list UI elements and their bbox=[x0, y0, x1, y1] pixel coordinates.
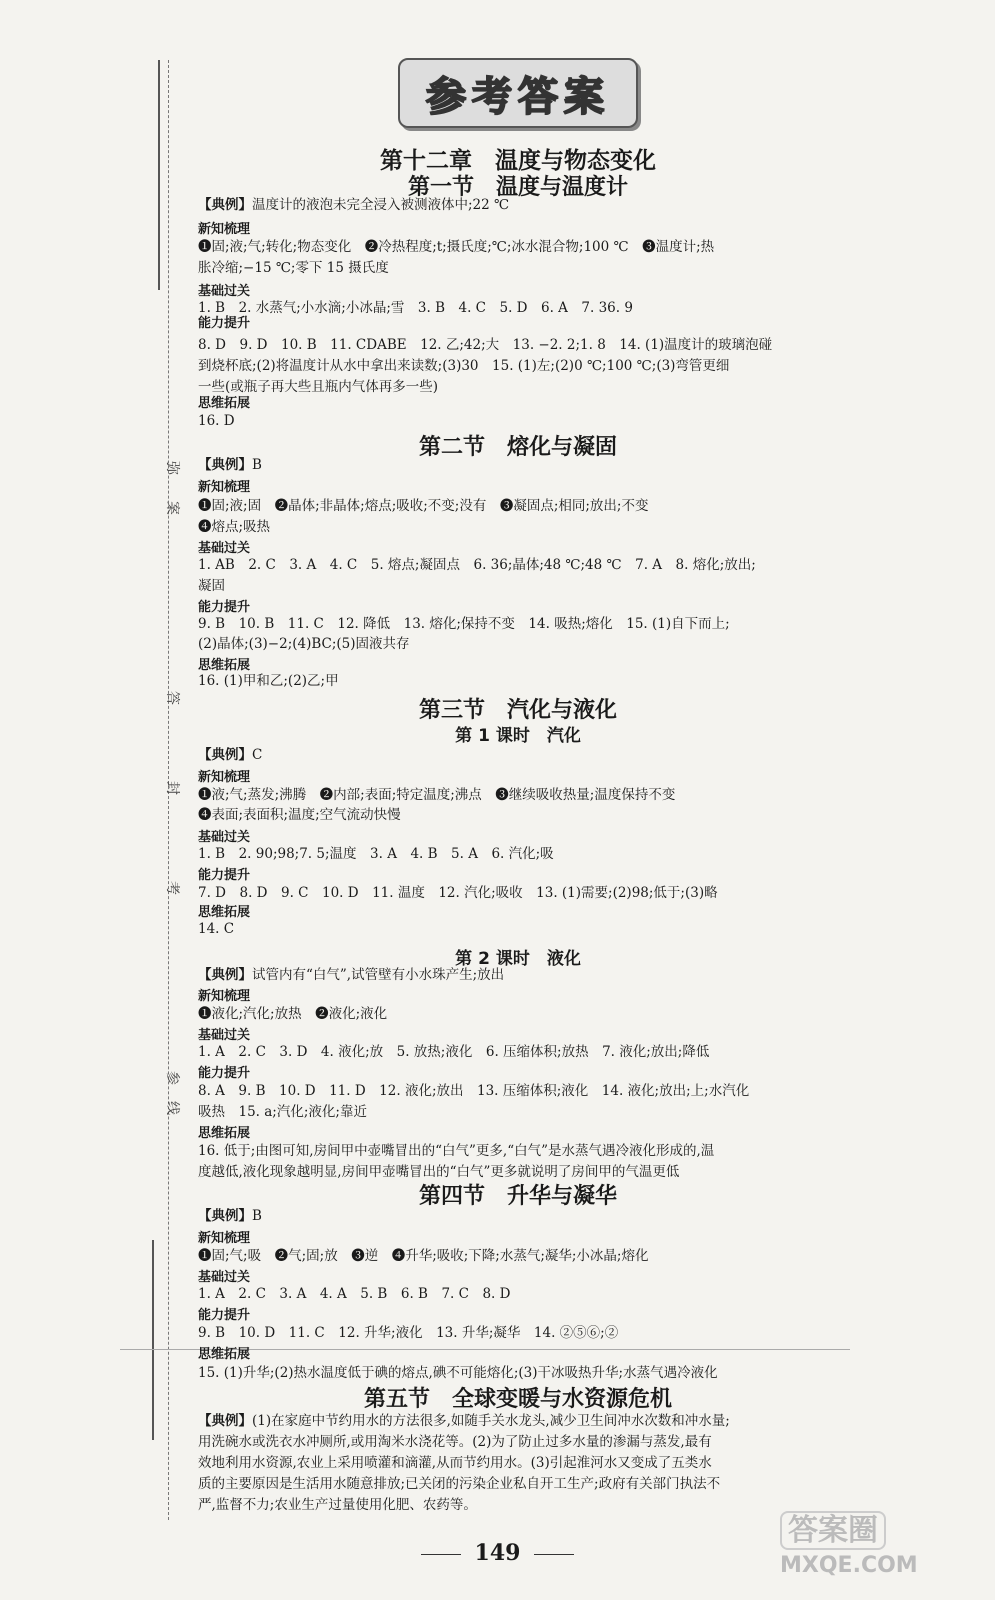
lesson-title: 第 1 课时 汽化 bbox=[455, 726, 581, 746]
subheading: 思维拓展 bbox=[198, 1126, 251, 1141]
subheading: 能力提升 bbox=[198, 600, 251, 615]
answer-line: 16. 低于;由图可知,房间甲中壶嘴冒出的“白气”更多,“白气”是水蒸气遇冷液化形成的,温 bbox=[198, 1143, 715, 1159]
answer-line: 1. A 2. C 3. D 4. 液化;放 5. 放热;液化 6. 压缩体积;放热 7. 液化;放出;降低 bbox=[198, 1044, 710, 1060]
answer-line: ❶固;气;吸 ❷气;固;放 ❸逆 ❹升华;吸收;下降;水蒸气;凝华;小冰晶;熔化 bbox=[198, 1248, 649, 1264]
subheading: 新知梳理 bbox=[198, 222, 251, 237]
example-line: 【典例】试管内有“白气”,试管壁有小水珠产生;放出 bbox=[198, 967, 505, 983]
subheading: 新知梳理 bbox=[198, 770, 251, 785]
subheading: 新知梳理 bbox=[198, 989, 251, 1004]
subheading: 基础过关 bbox=[198, 1028, 251, 1043]
watermark: 答案圈 MXQE.COM bbox=[780, 1513, 918, 1578]
binding-char: 线 bbox=[164, 1101, 180, 1115]
answer-line: 到烧杯底;(2)将温度计从水中拿出来读数;(3)30 15. (1)左;(2)0 ℃;100 ℃;(3)弯管更细 bbox=[198, 358, 730, 374]
binding-char: 案 bbox=[164, 501, 180, 515]
section-title: 第四节 升华与凝华 bbox=[418, 1184, 617, 1209]
section-title: 第五节 全球变暖与水资源危机 bbox=[363, 1387, 672, 1412]
answer-line: 胀冷缩;−15 ℃;零下 15 摄氏度 bbox=[198, 260, 389, 276]
subheading: 基础过关 bbox=[198, 284, 251, 299]
answer-line: 15. (1)升华;(2)热水温度低于碘的熔点,碘不可能熔化;(3)干冰吸热升华;水蒸气遇冷液化 bbox=[198, 1365, 718, 1381]
answer-line: 16. D bbox=[198, 413, 235, 429]
binding-char: 弥 bbox=[164, 461, 180, 475]
answer-line: 1. A 2. C 3. A 4. A 5. B 6. B 7. C 8. D bbox=[198, 1286, 511, 1302]
binding-rule-bottom bbox=[152, 1240, 154, 1440]
subheading: 思维拓展 bbox=[198, 658, 251, 673]
subheading: 能力提升 bbox=[198, 316, 251, 331]
subheading: 新知梳理 bbox=[198, 1231, 251, 1246]
subheading: 思维拓展 bbox=[198, 396, 251, 411]
subheading: 新知梳理 bbox=[198, 480, 251, 495]
subheading: 基础过关 bbox=[198, 1270, 251, 1285]
binding-char: 封 bbox=[164, 781, 180, 795]
answer-line: 9. B 10. B 11. C 12. 降低 13. 熔化;保持不变 14. 吸热;熔化 15. (1)自下而上; bbox=[198, 616, 730, 632]
binding-rule-top bbox=[158, 60, 160, 290]
answer-line: 效地利用水资源,农业上采用喷灌和滴灌,从而节约用水。(3)引起淮河水又变成了五类水 bbox=[198, 1455, 712, 1471]
binding-char: 答 bbox=[164, 691, 180, 705]
chapter-title: 第十二章 温度与物态变化 bbox=[380, 148, 656, 174]
answer-line: 7. D 8. D 9. C 10. D 11. 温度 12. 汽化;吸收 13. (1)需要;(2)98;低于;(3)略 bbox=[198, 885, 718, 901]
subheading: 基础过关 bbox=[198, 830, 251, 845]
binding-char: 参 bbox=[164, 1071, 180, 1085]
answer-line: 质的主要原因是生活用水随意排放;已关闭的污染企业私自开工生产;政府有关部门执法不 bbox=[198, 1476, 721, 1492]
subheading: 思维拓展 bbox=[198, 905, 251, 920]
binding-char: 考 bbox=[164, 881, 180, 895]
answer-line: 严,监督不力;农业生产过量使用化肥、农药等。 bbox=[198, 1497, 477, 1513]
answer-line: 度越低,液化现象越明显,房间甲壶嘴冒出的“白气”更多就说明了房间甲的气温更低 bbox=[198, 1164, 680, 1180]
example-line: 【典例】(1)在家庭中节约用水的方法很多,如随手关水龙头,减少卫生间冲水次数和冲水量; bbox=[198, 1413, 730, 1429]
answer-line: 8. D 9. D 10. B 11. CDABE 12. 乙;42;大 13. −2. 2;1. 8 14. (1)温度计的玻璃泡碰 bbox=[198, 337, 773, 353]
answer-line: 14. C bbox=[198, 921, 235, 937]
answer-line: 1. AB 2. C 3. A 4. C 5. 熔点;凝固点 6. 36;晶体;48 ℃;48 ℃ 7. A 8. 熔化;放出; bbox=[198, 557, 756, 573]
answer-line: 吸热 15. a;汽化;液化;靠近 bbox=[198, 1104, 367, 1120]
section-title: 第二节 熔化与凝固 bbox=[418, 435, 617, 460]
answer-line: 用洗碗水或洗衣水冲厕所,或用淘米水浇花等。(2)为了防止过多水量的渗漏与蒸发,最有 bbox=[198, 1434, 712, 1450]
subheading: 基础过关 bbox=[198, 541, 251, 556]
answer-line: 16. (1)甲和乙;(2)乙;甲 bbox=[198, 673, 339, 689]
subheading: 思维拓展 bbox=[198, 1347, 251, 1362]
answer-line: ❹熔点;吸热 bbox=[198, 519, 271, 535]
answer-line: 9. B 10. D 11. C 12. 升华;液化 13. 升华;凝华 14. ②⑤⑥;② bbox=[198, 1325, 619, 1341]
example-line: 【典例】C bbox=[198, 747, 263, 763]
answer-line: 一些(或瓶子再大些且瓶内气体再多一些) bbox=[198, 379, 439, 395]
page-number: 149 bbox=[0, 1540, 995, 1566]
answer-line: ❶固;液;固 ❷晶体;非晶体;熔点;吸收;不变;没有 ❸凝固点;相同;放出;不变 bbox=[198, 498, 649, 514]
answer-line: ❶固;液;气;转化;物态变化 ❷冷热程度;t;摄氏度;℃;冰水混合物;100 ℃ ❸温度计;热 bbox=[198, 239, 715, 255]
subheading: 能力提升 bbox=[198, 868, 251, 883]
answer-line: 1. B 2. 90;98;7. 5;温度 3. A 4. B 5. A 6. 汽化;吸 bbox=[198, 846, 554, 862]
subheading: 能力提升 bbox=[198, 1308, 251, 1323]
answer-line: 凝固 bbox=[198, 578, 225, 594]
example-line: 【典例】温度计的液泡未完全浸入被测液体中;22 ℃ bbox=[198, 197, 510, 213]
example-line: 【典例】B bbox=[198, 1208, 262, 1224]
answer-line: ❶液;气;蒸发;沸腾 ❷内部;表面;特定温度;沸点 ❸继续吸收热量;温度保持不变 bbox=[198, 787, 676, 803]
answer-line: (2)晶体;(3)−2;(4)BC;(5)固液共存 bbox=[198, 636, 410, 652]
answer-line: 8. A 9. B 10. D 11. D 12. 液化;放出 13. 压缩体积;液化 14. 液化;放出;上;水汽化 bbox=[198, 1083, 750, 1099]
answer-line: ❹表面;表面积;温度;空气流动快慢 bbox=[198, 807, 401, 823]
answer-line: ❶液化;汽化;放热 ❷液化;液化 bbox=[198, 1006, 388, 1022]
section-title: 第一节 温度与温度计 bbox=[407, 175, 628, 200]
example-line: 【典例】B bbox=[198, 457, 262, 473]
lesson-title: 第 2 课时 液化 bbox=[455, 949, 581, 969]
section-title: 第三节 汽化与液化 bbox=[418, 698, 617, 723]
answers-banner: 参考答案 bbox=[398, 58, 638, 128]
subheading: 能力提升 bbox=[198, 1066, 251, 1081]
answer-line: 1. B 2. 水蒸气;小水滴;小冰晶;雪 3. B 4. C 5. D 6. A 7. 36. 9 bbox=[198, 300, 633, 316]
